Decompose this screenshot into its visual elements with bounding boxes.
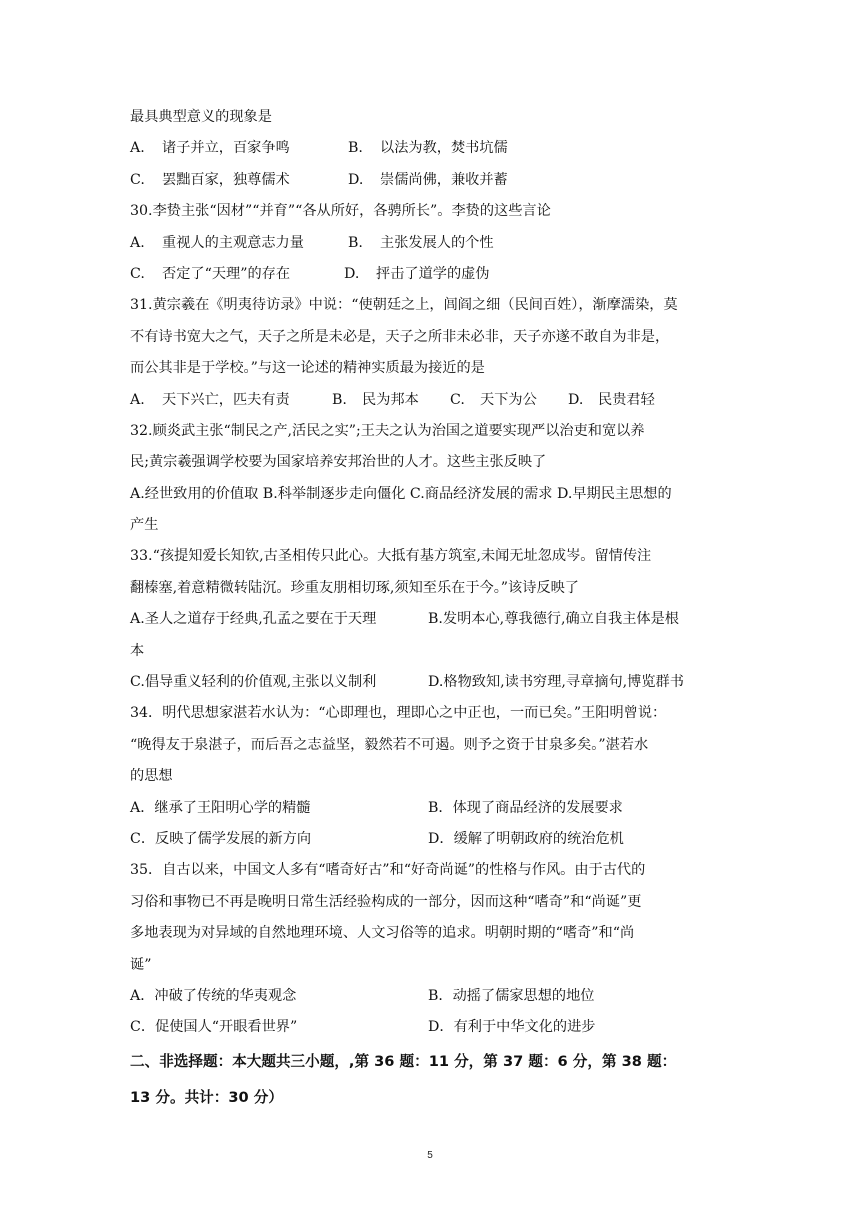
section-heading: 13 分。共计：30 分） [130, 1088, 283, 1106]
question-35-stem: 多地表现为对异域的自然地理环境、人文习俗等的追求。明朝时期的“嗜奇”和“尚 [130, 925, 635, 942]
option-row [130, 165, 735, 196]
option-a: A.圣人之道存于经典,孔孟之要在于天理 [130, 611, 377, 628]
option-row [130, 385, 735, 416]
option-c: C．反映了儒学发展的新方向 [130, 830, 312, 847]
option-b: B. 民为邦本 [332, 391, 419, 408]
option-row [130, 981, 735, 1012]
question-33-stem: 33.“孩提知爱长知钦,古圣相传只此心。大抵有基方筑室,未闻无址忽成岑。留情传注 [130, 548, 652, 565]
option-c: C. 天下为公 [450, 391, 537, 408]
option-a: A. 天下兴亡，匹夫有责 [130, 391, 290, 408]
option-row [130, 667, 735, 698]
page-number: 5 [427, 1150, 433, 1161]
option-b: B．动摇了儒家思想的地位 [428, 987, 595, 1004]
option-c: C．促使国人“开眼看世界” [130, 1019, 298, 1036]
question-32-options: A.经世致用的价值取 B.科举制逐步走向僵化 C.商品经济发展的需求 D.早期民主思想的 [130, 485, 672, 502]
question-34-stem: “晚得友于泉湛子，而后吾之志益坚，毅然若不可遏。则予之资于甘泉多矣。”湛若水 [130, 736, 649, 753]
option-row [130, 604, 735, 635]
question-35-stem: 35．自古以来，中国文人多有“嗜奇好古”和“好奇尚诞”的性格与作风。由于古代的 [130, 862, 646, 879]
question-32-options: 产生 [130, 517, 159, 534]
option-b: B．体现了商品经济的发展要求 [428, 799, 623, 816]
question-32-stem: 32.顾炎武主张“制民之产,活民之实”;王夫之认为治国之道要实现严以治吏和宽以养 [130, 422, 645, 439]
text-line: 最具典型意义的现象是 [130, 109, 272, 125]
option-a: A．冲破了传统的华夷观念 [130, 987, 297, 1004]
question-35-stem: 诞” [130, 956, 152, 973]
option-d: D．有利于中华文化的进步 [428, 1019, 596, 1036]
option-b: B. 主张发展人的个性 [348, 234, 494, 251]
option-a: A. 诸子并立，百家争鸣 [130, 140, 290, 157]
option-d: D．缓解了明朝政府的统治危机 [428, 830, 624, 847]
option-b-continued: 本 [130, 642, 145, 659]
question-33-stem: 翻榛塞,着意精微转陆沉。珍重友朋相切琢,须知至乐在于今。”该诗反映了 [130, 579, 579, 596]
option-d: D. 民贵君轻 [568, 391, 655, 408]
option-row [130, 133, 735, 164]
question-30-stem: 30.李贽主张“因材”“并育”“各从所好，各骋所长”。李贽的这些言论 [130, 203, 551, 220]
page-content [130, 102, 735, 1116]
option-d: D. 崇儒尚佛，兼收并蓄 [348, 171, 508, 188]
option-row [130, 228, 735, 259]
question-31-stem: 不有诗书宽大之气，天子之所是未必是，天子之所非未必非，天子亦遂不敢自为非是， [130, 328, 670, 345]
question-34-stem: 34．明代思想家湛若水认为：“心即理也，理即心之中正也，一而已矣。”王阳明曾说： [130, 705, 667, 722]
option-c: C.倡导重义轻利的价值观,主张以义制利 [130, 674, 377, 691]
option-d: D. 抨击了道学的虚伪 [344, 265, 490, 282]
question-32-stem: 民;黄宗羲强调学校要为国家培养安邦治世的人才。这些主张反映了 [130, 454, 547, 471]
option-a: A. 重视人的主观意志力量 [130, 234, 304, 251]
section-heading: 二、非选择题：本大题共三小题，,第 36 题：11 分，第 37 题：6 分，第 38 题： [130, 1052, 677, 1070]
option-row [130, 1012, 735, 1043]
question-35-stem: 习俗和事物已不再是晚明日常生活经验构成的一部分，因而这种“嗜奇”和“尚诞”更 [130, 893, 642, 910]
question-31-stem: 31.黄宗羲在《明夷待访录》中说：“使朝廷之上，闾阎之细（民间百姓），渐摩濡染，莫 [130, 297, 678, 314]
option-b: B. 以法为教，焚书坑儒 [348, 140, 508, 157]
question-34-stem: 的思想 [130, 768, 173, 785]
option-row [130, 259, 735, 290]
option-b: B.发明本心,尊我德行,确立自我主体是根 [428, 611, 679, 628]
question-31-stem: 而公其非是于学校。”与这一论述的精神实质最为接近的是 [130, 360, 485, 377]
option-a: A．继承了王阳明心学的精髓 [130, 799, 311, 816]
option-c: C. 否定了“天理”的存在 [130, 265, 291, 282]
option-row [130, 824, 735, 855]
option-c: C. 罢黜百家，独尊儒术 [130, 171, 290, 188]
option-row [130, 793, 735, 824]
option-d: D.格物致知,读书穷理,寻章摘句,博览群书 [428, 674, 684, 691]
